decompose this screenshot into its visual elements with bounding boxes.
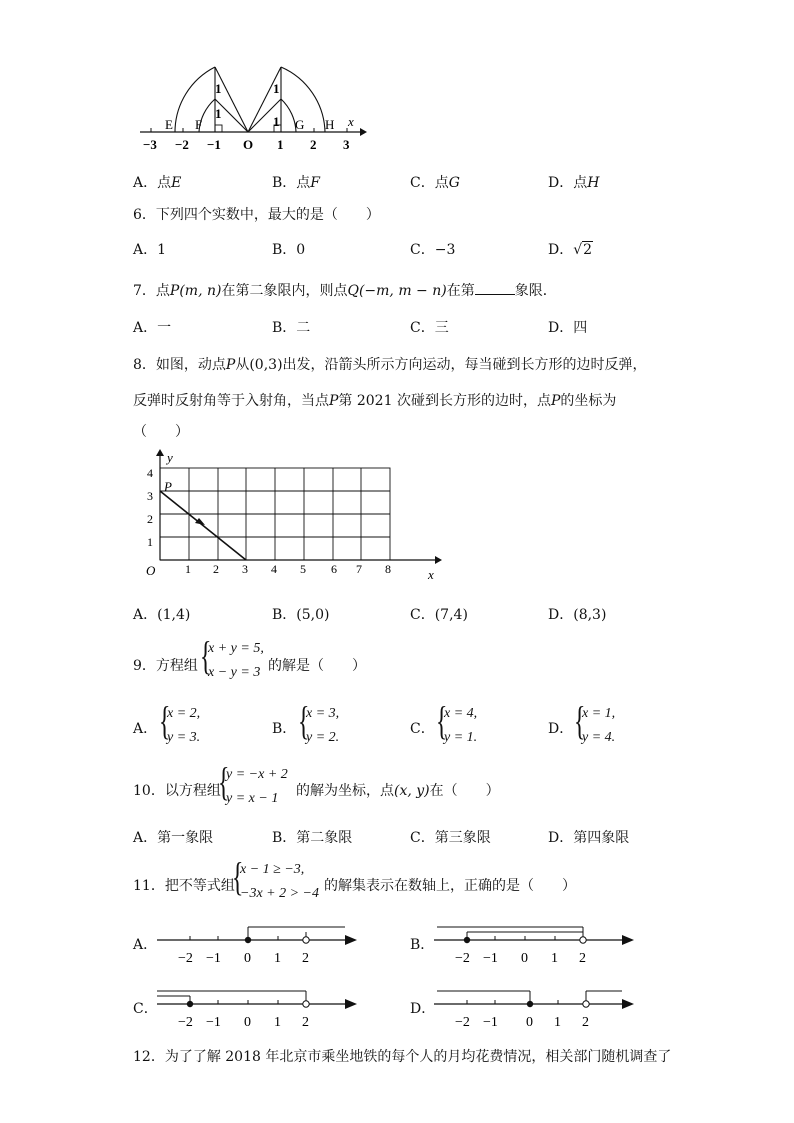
q5-option-b-label: B．点 bbox=[272, 175, 311, 191]
q9-d-x: x = 1, bbox=[582, 706, 616, 721]
q9-b-x: x = 3, bbox=[306, 706, 340, 721]
q7-option-b[interactable]: B．二 bbox=[272, 320, 311, 336]
q11-stem: 11．把不等式组 bbox=[133, 878, 235, 894]
q11-c-tick-0: 0 bbox=[244, 1015, 251, 1030]
q10-eq1: y = −x + 2 bbox=[226, 767, 288, 782]
q9-option-d[interactable]: D． bbox=[548, 721, 574, 737]
q5-option-c[interactable] bbox=[410, 172, 460, 192]
label-G: G bbox=[295, 117, 305, 132]
q11-tail: 的解集表示在数轴上，正确的是（ ） bbox=[324, 878, 576, 894]
label-E: E bbox=[165, 117, 173, 132]
q11-option-d[interactable]: D． bbox=[410, 1001, 436, 1017]
q9-a-x: x = 2, bbox=[167, 706, 201, 721]
fig8-xtick-8: 8 bbox=[385, 562, 391, 576]
q9-a-brace: { bbox=[158, 698, 171, 743]
q11-c-tick-1: 1 bbox=[274, 1015, 281, 1030]
fig8-ytick-1: 1 bbox=[147, 535, 153, 549]
tick-neg3: −3 bbox=[143, 137, 157, 152]
tick-neg1: −1 bbox=[207, 137, 221, 152]
q6-stem: 6．下列四个实数中，最大的是（ ） bbox=[133, 207, 380, 223]
q11-d-tick-1: 1 bbox=[554, 1015, 561, 1030]
label-1-left-upper: 1 bbox=[215, 81, 222, 96]
q11-d-numberline[interactable] bbox=[432, 984, 642, 1034]
sqrt-radicand: 2 bbox=[583, 242, 593, 258]
fig8-ytick-3: 3 bbox=[147, 489, 153, 503]
q10-tail: 的解为坐标，点(x, y)在（ ） bbox=[296, 783, 500, 799]
fig8-xtick-5: 5 bbox=[300, 562, 306, 576]
label-H: H bbox=[325, 117, 335, 132]
q9-option-b[interactable]: B． bbox=[272, 721, 297, 737]
q11-brace: { bbox=[231, 854, 244, 899]
q11-b-tick-0: 0 bbox=[521, 951, 528, 966]
q5-option-d-label: D．点 bbox=[548, 175, 588, 191]
q10-option-b[interactable]: B．第二象限 bbox=[272, 830, 353, 846]
q11-a-tick-neg1: −1 bbox=[206, 951, 221, 966]
q6-option-d[interactable] bbox=[548, 239, 593, 259]
q11-d-tick-neg2: −2 bbox=[455, 1015, 470, 1030]
q9-b-brace: { bbox=[297, 698, 310, 743]
fig8-x-label: x bbox=[428, 567, 434, 582]
q8-option-c[interactable]: C．(7,4) bbox=[410, 607, 468, 623]
sqrt-symbol: √ bbox=[573, 242, 583, 258]
q8-paren: （ ） bbox=[133, 424, 189, 440]
q10-option-a[interactable]: A．第一象限 bbox=[133, 830, 214, 846]
label-1-right-lower: 1 bbox=[273, 114, 280, 129]
q11-c-numberline[interactable] bbox=[155, 984, 365, 1034]
q11-option-b[interactable]: B． bbox=[410, 937, 435, 953]
q9-d-y: y = 4. bbox=[582, 730, 616, 745]
q10-eq2: y = x − 1 bbox=[226, 791, 279, 806]
q9-eq1: x + y = 5, bbox=[208, 641, 264, 656]
q9-d-brace: { bbox=[573, 698, 586, 743]
q5-option-c-label: C．点 bbox=[410, 175, 449, 191]
q8-figure bbox=[135, 448, 445, 586]
q6-option-b[interactable]: B．0 bbox=[272, 242, 306, 258]
label-F: F bbox=[195, 117, 203, 132]
q7-option-d[interactable]: D．四 bbox=[548, 320, 588, 336]
q11-c-tick-2: 2 bbox=[302, 1015, 309, 1030]
q11-option-a[interactable]: A． bbox=[133, 937, 158, 953]
q5-figure bbox=[135, 60, 375, 155]
fig8-ytick-2: 2 bbox=[147, 512, 153, 526]
q10-brace: { bbox=[217, 759, 230, 804]
q5-option-a-var: E bbox=[171, 175, 182, 191]
q6-option-d-label: D． bbox=[548, 242, 574, 258]
q8-option-d[interactable]: D．(8,3) bbox=[548, 607, 607, 623]
q11-a-tick-neg2: −2 bbox=[178, 951, 193, 966]
q9-c-brace: { bbox=[435, 698, 448, 743]
q11-c-tick-neg2: −2 bbox=[178, 1015, 193, 1030]
q11-b-tick-2: 2 bbox=[579, 951, 586, 966]
fig8-ytick-4: 4 bbox=[147, 466, 153, 480]
fig8-xtick-7: 7 bbox=[356, 562, 362, 576]
fig8-origin: O bbox=[146, 563, 156, 578]
q11-d-tick-neg1: −1 bbox=[483, 1015, 498, 1030]
q6-option-a[interactable]: A．1 bbox=[133, 242, 167, 258]
q11-eq2: −3x + 2 > −4 bbox=[240, 886, 320, 901]
q5-option-c-var: G bbox=[448, 175, 460, 191]
q7-stem: 7．点P(m, n)在第二象限内，则点Q(−m, m − n)在第 象限． bbox=[133, 283, 557, 299]
q11-b-tick-neg1: −1 bbox=[483, 951, 498, 966]
q9-stem: 9．方程组 bbox=[133, 658, 198, 674]
q12-stem: 12．为了了解 2018 年北京市乘坐地铁的每个人的月均花费情况，相关部门随机调查了 bbox=[133, 1049, 672, 1065]
q8-stem-line2: 反弹时反射角等于入射角，当点P第 2021 次碰到长方形的边时，点P的坐标为 bbox=[133, 393, 617, 409]
q11-b-tick-neg2: −2 bbox=[455, 951, 470, 966]
q11-eq1: x − 1 ≥ −3, bbox=[240, 862, 305, 877]
fig8-xtick-2: 2 bbox=[213, 562, 219, 576]
q9-b-y: y = 2. bbox=[306, 730, 340, 745]
q9-a-y: y = 3. bbox=[167, 730, 201, 745]
tick-1: 1 bbox=[277, 137, 284, 152]
q9-option-a[interactable]: A． bbox=[133, 721, 158, 737]
tick-3: 3 bbox=[343, 137, 350, 152]
q7-option-c[interactable]: C．三 bbox=[410, 320, 449, 336]
q11-option-c[interactable]: C． bbox=[133, 1001, 158, 1017]
q8-stem-line1: 8．如图，动点P从(0,3)出发，沿箭头所示方向运动，每当碰到长方形的边时反弹， bbox=[133, 357, 647, 373]
q11-d-tick-2: 2 bbox=[582, 1015, 589, 1030]
tick-2: 2 bbox=[310, 137, 317, 152]
q11-a-numberline[interactable] bbox=[155, 920, 365, 970]
q5-option-b-var: F bbox=[310, 175, 321, 191]
q11-d-tick-0: 0 bbox=[526, 1015, 533, 1030]
fig8-xtick-1: 1 bbox=[185, 562, 191, 576]
label-x: x bbox=[348, 114, 354, 129]
tick-origin: O bbox=[243, 137, 254, 152]
q7-option-a[interactable]: A．一 bbox=[133, 320, 172, 336]
q9-c-x: x = 4, bbox=[444, 706, 478, 721]
q8-option-b[interactable]: B．(5,0) bbox=[272, 607, 330, 623]
q8-option-a[interactable]: A．(1,4) bbox=[133, 607, 191, 623]
fig8-xtick-4: 4 bbox=[271, 562, 277, 576]
tick-neg2: −2 bbox=[175, 137, 189, 152]
q9-option-c[interactable]: C． bbox=[410, 721, 435, 737]
fig8-y-label: y bbox=[167, 450, 173, 465]
q5-option-d[interactable] bbox=[548, 172, 599, 192]
q11-b-tick-1: 1 bbox=[551, 951, 558, 966]
fig8-point-P: P bbox=[164, 479, 172, 494]
q11-c-tick-neg1: −1 bbox=[206, 1015, 221, 1030]
q9-eq2: x − y = 3 bbox=[208, 665, 261, 680]
q9-brace: { bbox=[199, 633, 212, 678]
q10-option-d[interactable]: D．第四象限 bbox=[548, 830, 630, 846]
fig8-xtick-3: 3 bbox=[242, 562, 248, 576]
q7-blank[interactable] bbox=[475, 294, 515, 295]
q9-c-y: y = 1. bbox=[444, 730, 478, 745]
fig8-xtick-6: 6 bbox=[331, 562, 337, 576]
q11-b-numberline[interactable] bbox=[432, 920, 642, 970]
q9-tail: 的解是（ ） bbox=[268, 658, 366, 674]
label-1-right-upper: 1 bbox=[273, 81, 280, 96]
q5-option-d-var: H bbox=[587, 175, 600, 191]
q10-option-c[interactable]: C．第三象限 bbox=[410, 830, 491, 846]
q10-stem: 10．以方程组 bbox=[133, 783, 221, 799]
q6-option-c[interactable]: C．−3 bbox=[410, 242, 456, 258]
q5-option-a-label: A．点 bbox=[133, 175, 172, 191]
q11-a-tick-2: 2 bbox=[302, 951, 309, 966]
q5-option-a[interactable] bbox=[133, 172, 181, 192]
label-1-left-lower: 1 bbox=[215, 106, 222, 121]
q5-option-b[interactable] bbox=[272, 172, 320, 192]
q11-a-tick-1: 1 bbox=[274, 951, 281, 966]
q11-a-tick-0: 0 bbox=[244, 951, 251, 966]
